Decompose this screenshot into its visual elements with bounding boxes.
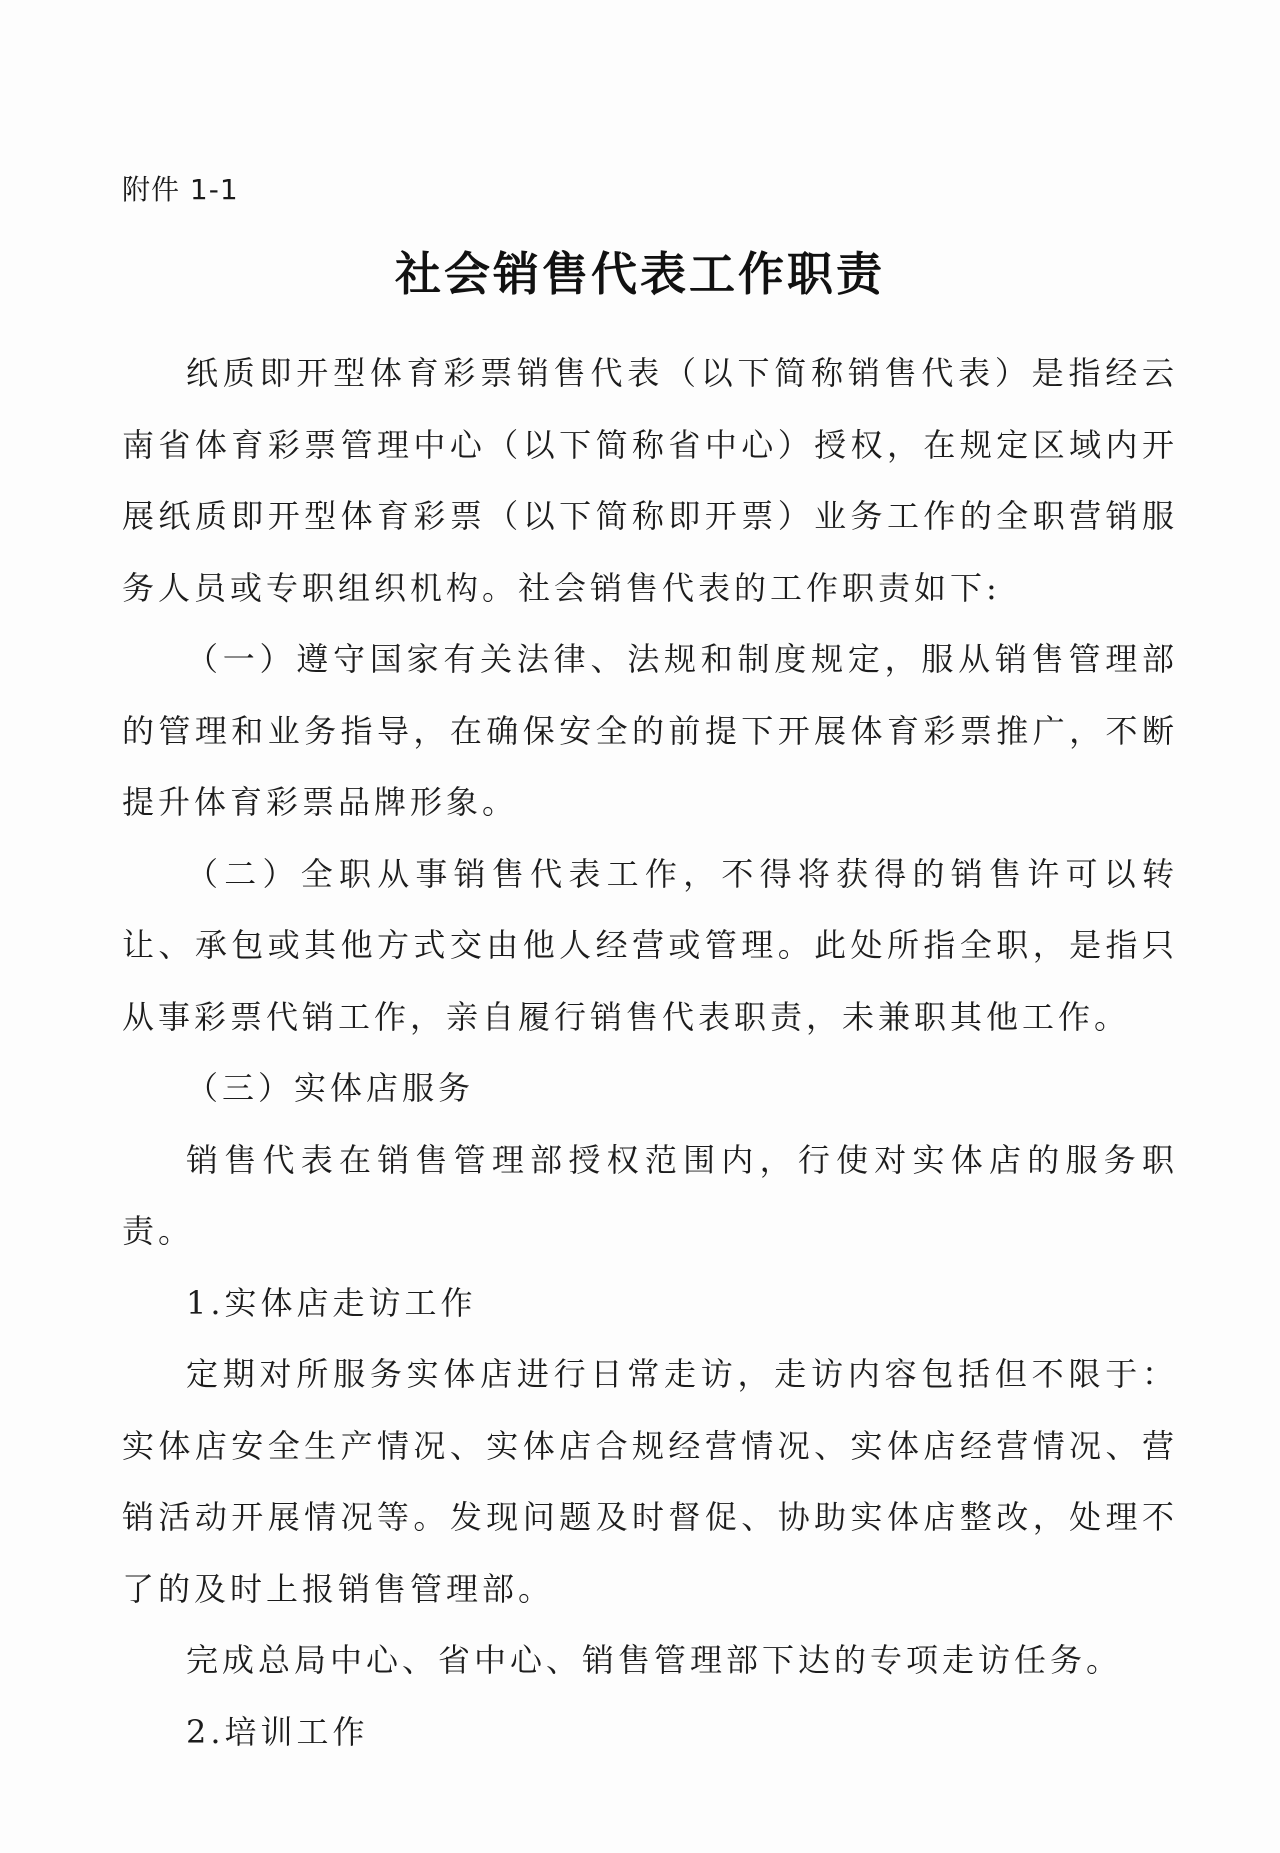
paragraph-store-visits: 定期对所服务实体店进行日常走访，走访内容包括但不限于：实体店安全生产情况、实体店合规经营情况、实体店经营情况、营销活动开展情况等。发现问题及时督促、协助实体店整改，处理不了的及时上报销售管理部。 — [122, 1355, 1178, 1608]
paragraph-item-1: （一）遵守国家有关法律、法规和制度规定，服从销售管理部的管理和业务指导，在确保安全的前提下开展体育彩票推广，不断提升体育彩票品牌形象。 — [122, 640, 1178, 821]
section-heading-store-service: （三）实体店服务 — [186, 1069, 475, 1107]
subheading-store-visits: 1.实体店走访工作 — [186, 1283, 477, 1322]
paragraph-intro: 纸质即开型体育彩票销售代表（以下简称销售代表）是指经云南省体育彩票管理中心（以下简称省中心）授权，在规定区域内开展纸质即开型体育彩票（以下简称即开票）业务工作的全职营销服务人员或专职组织机构。社会销售代表的工作职责如下: — [122, 354, 1178, 607]
paragraph-item-2: （二）全职从事销售代表工作，不得将获得的销售许可以转让、承包或其他方式交由他人经营或管理。此处所指全职，是指只从事彩票代销工作，亲自履行销售代表职责，未兼职其他工作。 — [122, 854, 1178, 1036]
paragraph-special-visits: 完成总局中心、省中心、销售管理部下达的专项走访任务。 — [186, 1641, 1123, 1679]
subheading-training: 2.培训工作 — [186, 1712, 369, 1751]
paragraph-store-service: 销售代表在销售管理部授权范围内，行使对实体店的服务职责。 — [122, 1140, 1178, 1250]
document-title: 社会销售代表工作职责 — [395, 247, 885, 301]
document-body — [122, 338, 1178, 1768]
attachment-label: 附件 1-1 — [122, 173, 239, 206]
